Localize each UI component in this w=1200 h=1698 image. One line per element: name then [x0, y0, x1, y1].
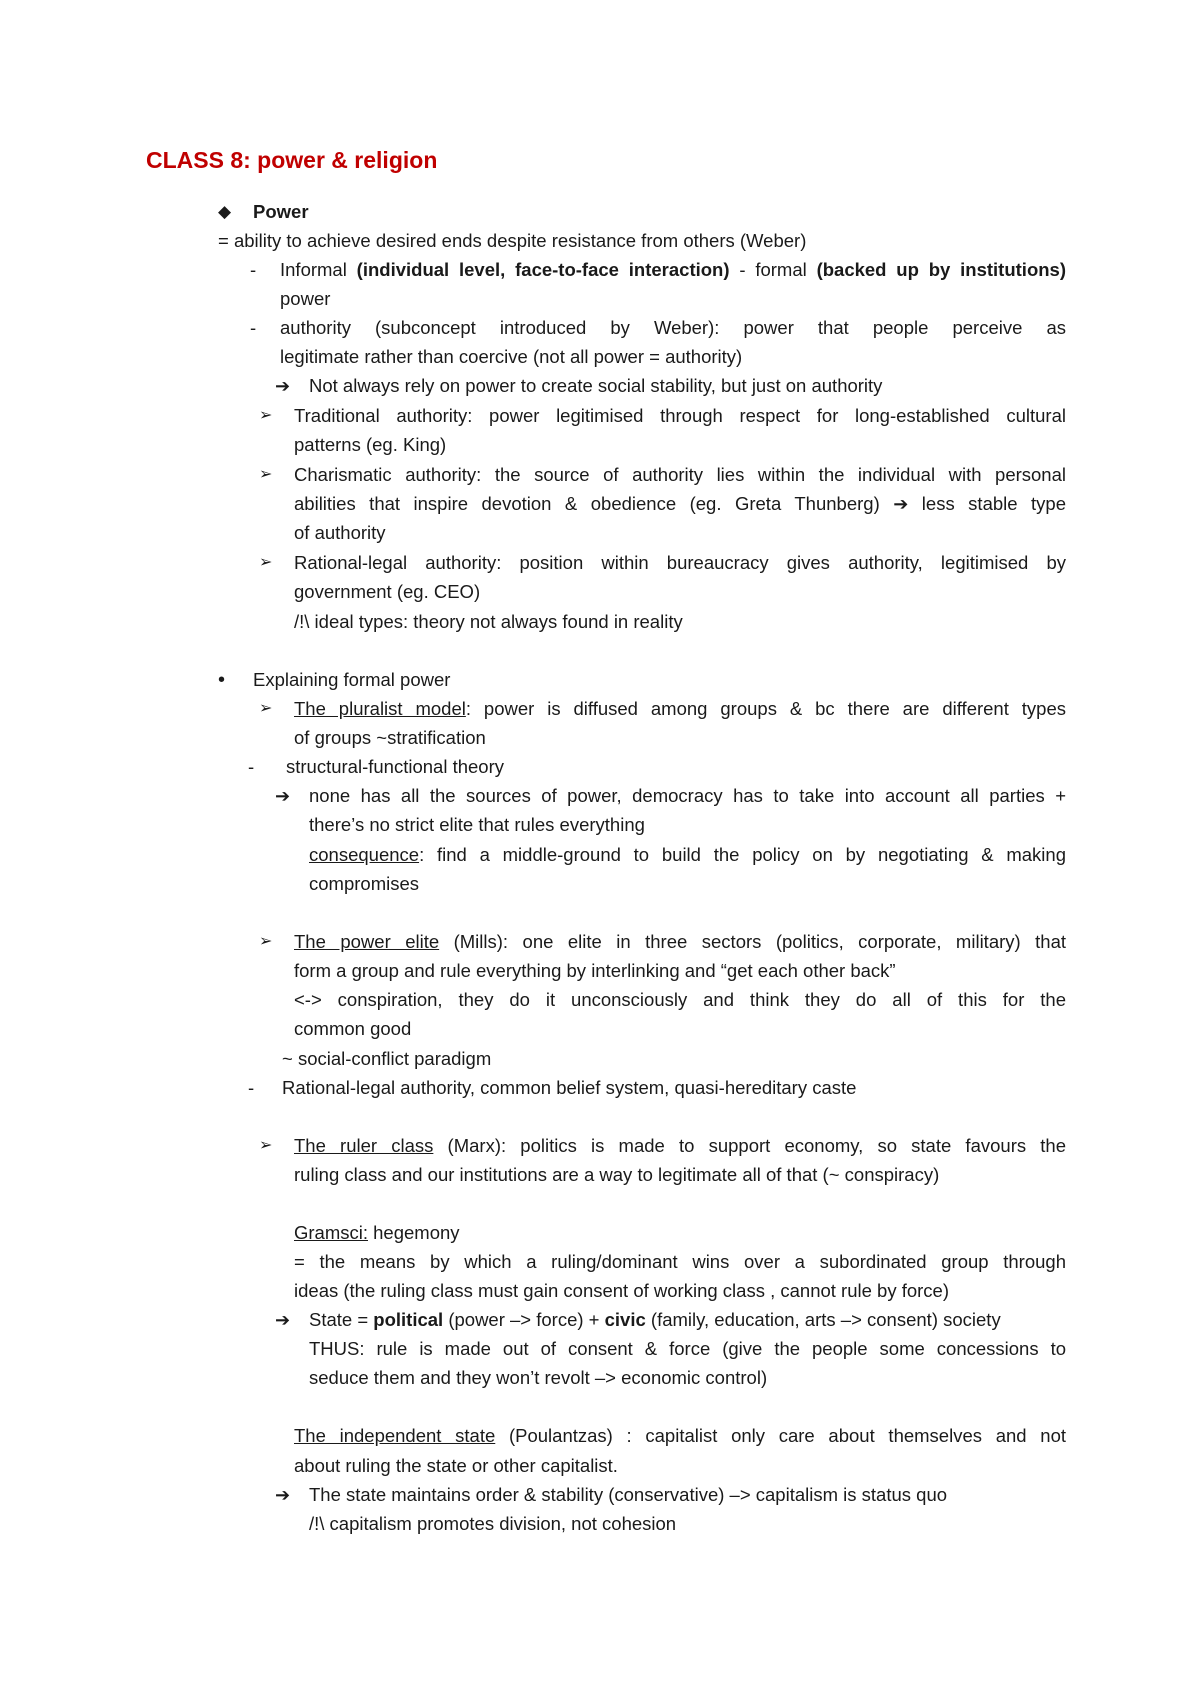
arrow-right-icon: ➔	[275, 376, 291, 396]
none-has-line-2: there’s no strict elite that rules everything	[309, 814, 645, 835]
gramsci-hegemony: hegemony	[368, 1222, 460, 1243]
arrow-right-icon: ➔	[275, 786, 291, 806]
formal-text: - formal	[729, 259, 817, 280]
charismatic-authority-line-2	[294, 492, 1066, 516]
state-consent: (family, education, arts –> consent) society	[645, 1309, 1001, 1330]
formal-qualifier: (backed up by institutions)	[816, 259, 1066, 280]
ruler-class-label: The ruler class	[294, 1135, 434, 1156]
power-elite-label: The power elite	[294, 931, 440, 952]
authority-line-1: authority (subconcept introduced by Weber): power that people perceive as	[280, 317, 1066, 338]
chevron-bullet-icon: ➢	[259, 407, 273, 424]
pluralist-line-2: of groups ~stratification	[294, 727, 486, 748]
dash-bullet-icon: -	[250, 259, 257, 280]
pluralist-model-label: The pluralist model	[294, 698, 466, 719]
state-political: political	[373, 1309, 444, 1330]
consequence-text: : find a middle-ground to build the policy on by negotiating & making	[419, 844, 1066, 865]
charismatic-text: abilities that inspire devotion & obedience (eg. Greta Thunberg)	[294, 493, 894, 514]
authority-line-2: legitimate rather than coercive (not all power = authority)	[280, 346, 743, 367]
power-elite-line-2: form a group and rule everything by interlinking and “get each other back”	[294, 960, 896, 981]
charismatic-authority-line-3: of authority	[294, 522, 386, 543]
none-has-line-1: none has all the sources of power, democracy has to take into account all parties +	[309, 785, 1066, 806]
state-definition	[309, 1308, 1001, 1332]
thus-line-2: seduce them and they won’t revolt –> economic control)	[309, 1367, 768, 1388]
independent-state-line-1	[294, 1424, 1066, 1448]
diamond-bullet-icon: ◆	[218, 202, 232, 221]
power-heading: Power	[253, 201, 309, 222]
power-elite-text: (Mills): one elite in three sectors (politics, corporate, military) that	[439, 931, 1067, 952]
informal-qualifier: (individual level, face-to-face interaction)	[356, 259, 730, 280]
state-civic: civic	[604, 1309, 646, 1330]
formal-power-heading: Explaining formal power	[253, 669, 451, 690]
page-title: CLASS 8: power & religion	[146, 147, 438, 173]
capitalism-division-note: /!\ capitalism promotes division, not cohesion	[309, 1513, 677, 1534]
traditional-authority-line-1: Traditional authority: power legitimised through respect for long-established cultural	[294, 405, 1066, 426]
rational-legal-caste: Rational-legal authority, common belief system, quasi-hereditary caste	[282, 1077, 857, 1098]
arrow-right-icon: ➔	[893, 494, 909, 514]
state-force: (power –> force) +	[443, 1309, 605, 1330]
gramsci-definition-line-2: ideas (the ruling class must gain consent of working class , cannot rule by force)	[294, 1280, 950, 1301]
thus-line-1: THUS: rule is made out of consent & force (give the people some concessions to	[309, 1338, 1066, 1359]
consequence-label: consequence	[309, 844, 420, 865]
charismatic-stability: less stable type	[908, 493, 1066, 514]
pluralist-line-1	[294, 697, 1066, 721]
rational-legal-line-2: government (eg. CEO)	[294, 581, 481, 602]
independent-state-line-2: about ruling the state or other capitalist.	[294, 1455, 618, 1476]
chevron-bullet-icon: ➢	[259, 933, 273, 950]
dash-bullet-icon: -	[250, 317, 257, 338]
consequence-line-1	[309, 843, 1066, 867]
informal-formal-line-2: power	[280, 288, 331, 309]
arrow-right-icon: ➔	[275, 1310, 291, 1330]
ruler-class-text: (Marx): politics is made to support economy, so state favours the	[433, 1135, 1066, 1156]
traditional-authority-line-2: patterns (eg. King)	[294, 434, 447, 455]
ideal-types-note: /!\ ideal types: theory not always found in reality	[294, 611, 683, 632]
dash-bullet-icon: -	[248, 1077, 255, 1098]
independent-state-label: The independent state	[294, 1425, 496, 1446]
chevron-bullet-icon: ➢	[259, 700, 273, 717]
charismatic-authority-line-1: Charismatic authority: the source of authority lies within the individual with personal	[294, 464, 1066, 485]
pluralist-text: : power is diffused among groups & bc there are different types	[465, 698, 1066, 719]
state-text: State =	[309, 1309, 374, 1330]
rational-legal-line-1: Rational-legal authority: position within bureaucracy gives authority, legitimised by	[294, 552, 1066, 573]
dash-bullet-icon: -	[248, 756, 255, 777]
arrow-note: Not always rely on power to create social stability, but just on authority	[309, 375, 883, 396]
state-maintains-order: The state maintains order & stability (conservative) –> capitalism is status quo	[309, 1484, 948, 1505]
social-conflict-paradigm: ~ social-conflict paradigm	[282, 1048, 492, 1069]
power-elite-line-4: common good	[294, 1018, 412, 1039]
power-elite-line-1	[294, 930, 1066, 954]
chevron-bullet-icon: ➢	[259, 554, 273, 571]
gramsci-line	[294, 1221, 460, 1245]
informal-formal-line	[280, 258, 1066, 282]
dot-bullet-icon: •	[218, 669, 226, 691]
ruler-class-line-2: ruling class and our institutions are a way to legitimate all of that (~ conspiracy)	[294, 1164, 940, 1185]
structural-functional-theory: structural-functional theory	[286, 756, 504, 777]
power-definition: = ability to achieve desired ends despite resistance from others (Weber)	[218, 230, 807, 251]
consequence-line-2: compromises	[309, 873, 419, 894]
gramsci-label: Gramsci:	[294, 1222, 368, 1243]
ruler-class-line-1	[294, 1134, 1066, 1158]
chevron-bullet-icon: ➢	[259, 466, 273, 483]
informal-text: Informal	[280, 259, 357, 280]
gramsci-definition-line-1: = the means by which a ruling/dominant wins over a subordinated group through	[294, 1251, 1066, 1272]
independent-state-text: (Poulantzas) : capitalist only care about themselves and not	[495, 1425, 1066, 1446]
power-elite-line-3: <-> conspiration, they do it unconsciously and think they do all of this for the	[294, 989, 1066, 1010]
chevron-bullet-icon: ➢	[259, 1137, 273, 1154]
arrow-right-icon: ➔	[275, 1485, 291, 1505]
